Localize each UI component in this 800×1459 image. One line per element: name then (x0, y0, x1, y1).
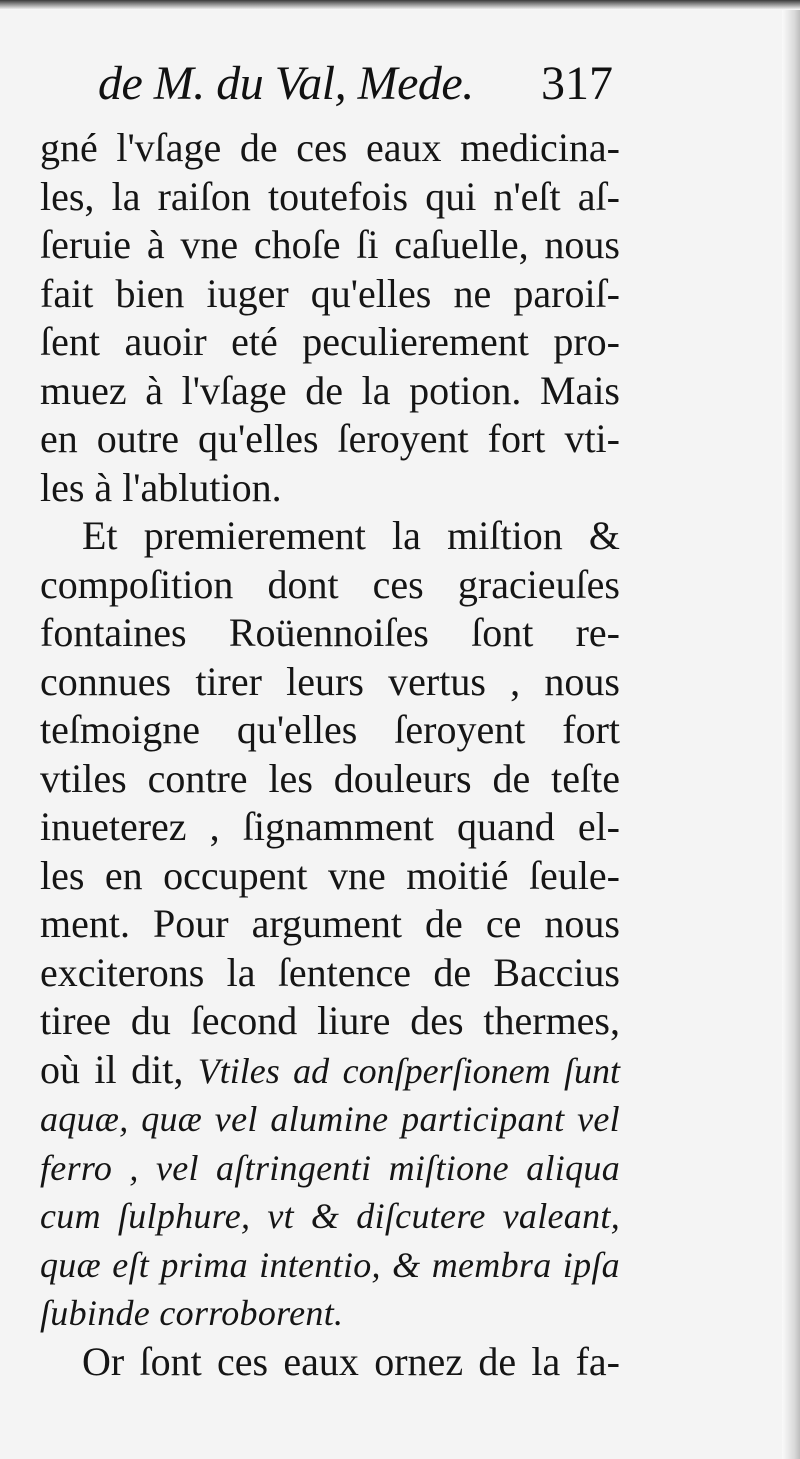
running-head: de M. du Val, Mede. (98, 57, 474, 110)
paragraph-start-line: Et premierement la miſtion & (82, 513, 620, 558)
text-line: en outre qu'elles ſeroyent fort vti- (40, 416, 620, 461)
latin-quote-line: cum ſulphure, vt & diſcutere valeant, (40, 1196, 620, 1236)
text-line: teſmoigne qu'elles ſeroyent fort (40, 707, 620, 752)
paragraph-start-line: Or ſont ces eaux ornez de la fa- (82, 1338, 620, 1384)
latin-quote-segment: Vtiles ad conſperſionem ſunt (197, 1050, 621, 1091)
text-line: ment. Pour argument de ce nous (40, 901, 620, 946)
page-number: 317 (541, 57, 613, 110)
text-line: inueterez , ſignamment quand el- (40, 804, 620, 849)
page-top-shadow (0, 0, 800, 10)
page-header (98, 56, 613, 116)
text-segment: où il dit, (40, 1046, 184, 1092)
text-line: les à l'ablution. (40, 464, 282, 510)
latin-quote-line: ſubinde corroborent. (40, 1293, 344, 1333)
text-line: gné l'vſage de ces eaux medicina- (40, 125, 620, 170)
text-line: vtiles contre les douleurs de teſte (40, 755, 620, 801)
text-line: ſent auoir eté peculierement pro- (40, 319, 620, 364)
page-edge (782, 0, 800, 1459)
text-line: fait bien iuger qu'elles ne paroiſ- (40, 270, 620, 316)
text-line: exciterons la ſentence de Baccius (40, 949, 620, 995)
latin-quote-line: ferro , vel aſtringenti miſtione aliqua (40, 1147, 620, 1188)
text-line: compoſition dont ces gracieuſes (40, 561, 620, 607)
text-line: ſeruie à vne choſe ſi caſuelle, nous (40, 222, 620, 267)
text-line: muez à l'vſage de la potion. Mais (40, 367, 620, 413)
text-line: fontaines Roüennoiſes ſont re- (40, 610, 620, 655)
text-line: connues tirer leurs vertus , nous (40, 658, 620, 704)
latin-quote-line: aquæ, quæ vel alumine participant vel (40, 1099, 620, 1139)
text-line: les, la raiſon toutefois qui n'eſt aſ- (40, 173, 620, 219)
text-line-with-quote (40, 1046, 620, 1096)
latin-quote-line: quæ eſt prima intentio, & membra ipſa (40, 1244, 620, 1285)
body-text (40, 124, 620, 1386)
text-line: les en occupent vne moitié ſeule- (40, 852, 620, 898)
text-line: tiree du ſecond liure des thermes, (40, 998, 620, 1043)
